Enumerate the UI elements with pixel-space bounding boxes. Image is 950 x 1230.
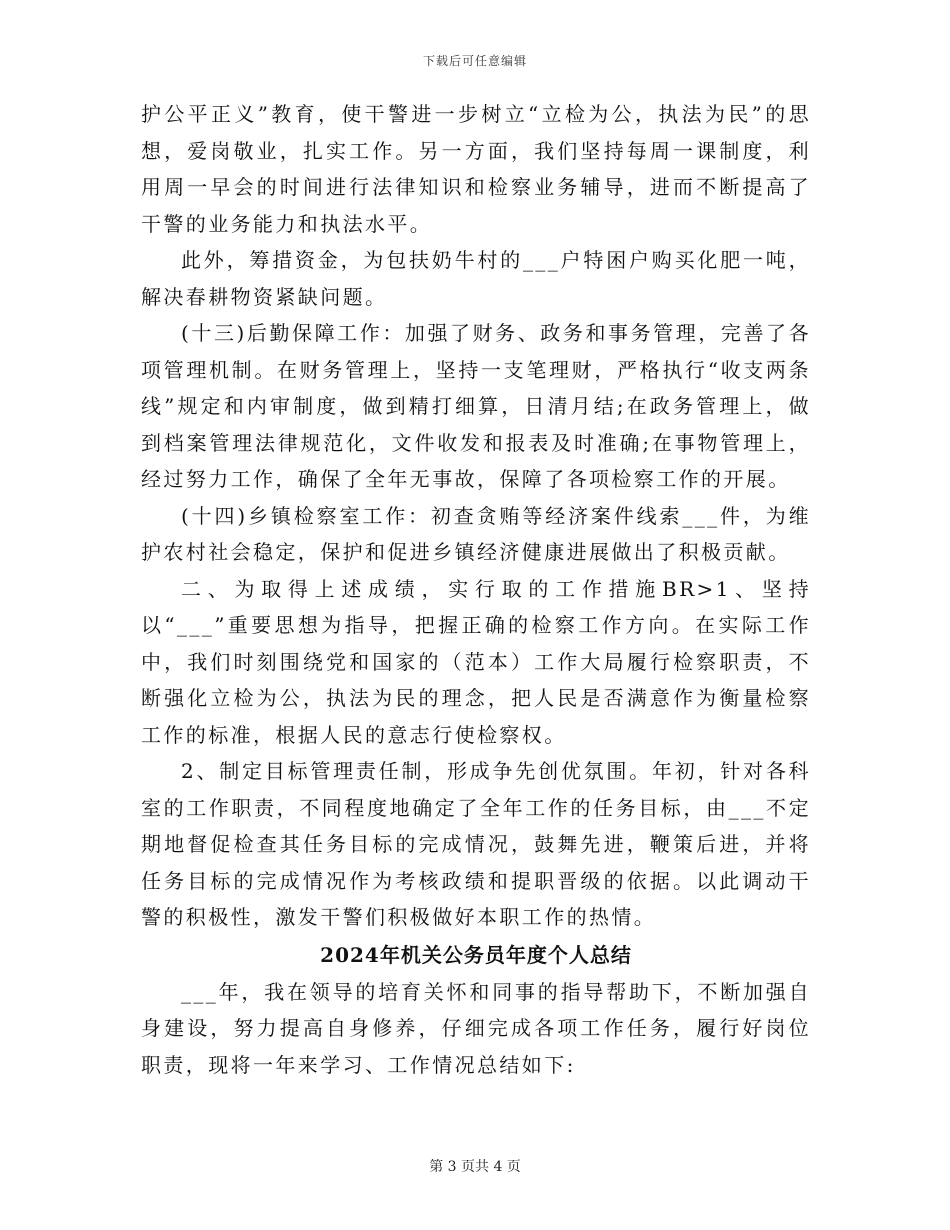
document-body bbox=[141, 96, 811, 1083]
paragraph-logistics: (十三)后勤保障工作：加强了财务、政务和事务管理，完善了各项管理机制。在财务管理上，坚持一支笔理财，严格执行“收支两条线”规定和内审制度，做到精打细算，日清月结;在政务管理上，做到档案管理法律规范化，文件收发和报表及时准确;在事物管理上，经过努力工作，确保了全年无事故，保障了各项检察工作的开展。 bbox=[141, 321, 811, 491]
section-title: 2024年机关公务员年度个人总结 bbox=[320, 942, 632, 967]
paragraph-target-management: 2、制定目标管理责任制，形成争先创优氛围。年初，针对各科室的工作职责，不同程度地确定了全年工作的任务目标，由___不定期地督促检查其任务目标的完成情况，鼓舞先进，鞭策后进，并将任务目标的完成情况作为考核政绩和提职晋级的依据。以此调动干警的积极性，激发干警们积极做好本职工作的热情。 bbox=[141, 759, 811, 929]
paragraph-township-office: (十四)乡镇检察室工作：初查贪贿等经济案件线索___件，为维护农村社会稳定，保护和促进乡镇经济健康进展做出了积极贡献。 bbox=[141, 503, 811, 564]
page-header: 下载后可任意编辑 bbox=[422, 54, 527, 68]
paragraph-measures: 二、为取得上述成绩，实行取的工作措施BR>1、坚持以“___”重要思想为指导，把握正确的检察工作方向。在实际工作中，我们时刻围绕党和国家的（范本）工作大局履行检察职责，不断强化立检为公，执法为民的理念，把人民是否满意作为衡量检察工作的标准，根据人民的意志行使检察权。 bbox=[141, 576, 811, 747]
paragraph-education-continued: 护公平正义”教育，使干警进一步树立“立检为公，执法为民”的思想，爱岗敬业，扎实工作。另一方面，我们坚持每周一课制度，利用周一早会的时间进行法律知识和检察业务辅导，进而不断提高了干警的业务能力和执法水平。 bbox=[141, 102, 811, 236]
paragraph-section-intro: ___年，我在领导的培育关怀和同事的指导帮助下，不断加强自身建设，努力提高自身修养，仔细完成各项工作任务，履行好岗位职责，现将一年来学习、工作情况总结如下: bbox=[141, 979, 811, 1077]
page-number: 第 3 页共 4 页 bbox=[429, 1159, 521, 1175]
paragraph-funding: 此外，筹措资金，为包扶奶牛村的___户特困户购买化肥一吨，解决春耕物资紧缺问题。 bbox=[141, 248, 811, 309]
